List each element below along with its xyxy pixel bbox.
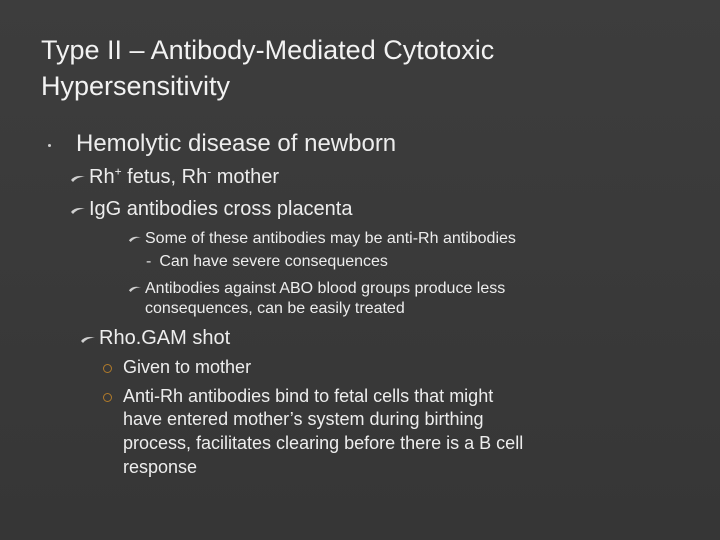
bullet-hemolytic: Hemolytic disease of newborn: [76, 130, 397, 157]
bullet-rhogam: [80, 327, 230, 350]
abo-text-2: consequences, can be easily treated: [145, 300, 405, 317]
bullet-anti-4: response: [123, 457, 198, 477]
swoosh-bullet-icon: [80, 327, 96, 350]
bullet-severe: [146, 253, 388, 271]
bullet-some-antibodies: [128, 230, 516, 248]
slide-title-line-1: Type II – Antibody-Mediated Cytotoxic: [41, 35, 495, 65]
bullet-anti-2: have entered mother’s system during birthing: [123, 409, 484, 429]
swoosh-bullet-icon: [128, 280, 142, 298]
dash-bullet-icon: -: [146, 253, 152, 270]
slide-title-line-2: Hypersensitivity: [41, 71, 231, 101]
swoosh-bullet-icon: [70, 166, 86, 189]
swoosh-bullet-icon: [70, 198, 86, 221]
bullet-anti-3: process, facilitates clearing before there is a B cell: [123, 433, 524, 453]
slide-title: [41, 32, 681, 104]
bullet-abo: [128, 280, 505, 298]
some-text: Some of these antibodies may be anti-Rh antibodies: [145, 230, 516, 247]
swoosh-bullet-icon: [128, 230, 142, 248]
circle-bullet-icon: [103, 393, 112, 402]
severe-text: Can have severe consequences: [159, 253, 388, 270]
bullet-igg: [70, 198, 353, 221]
igg-text: IgG antibodies cross placenta: [89, 198, 353, 220]
rh-sup-plus: +: [114, 164, 122, 179]
bullet-rh: [70, 166, 279, 189]
rh-sup-minus: -: [207, 164, 212, 179]
bullet-given: Given to mother: [123, 357, 252, 377]
bullet-anti-1: Anti-Rh antibodies bind to fetal cells that might: [123, 386, 494, 406]
rhogam-text: Rho.GAM shot: [99, 327, 231, 349]
rh-text-a: Rh: [89, 166, 115, 188]
abo-text-1: Antibodies against ABO blood groups produce less: [145, 280, 506, 297]
dot-bullet-icon: [48, 144, 51, 147]
rh-text-b: fetus, Rh: [121, 166, 208, 188]
rh-text-c: mother: [211, 166, 280, 188]
circle-bullet-icon: [103, 364, 112, 373]
